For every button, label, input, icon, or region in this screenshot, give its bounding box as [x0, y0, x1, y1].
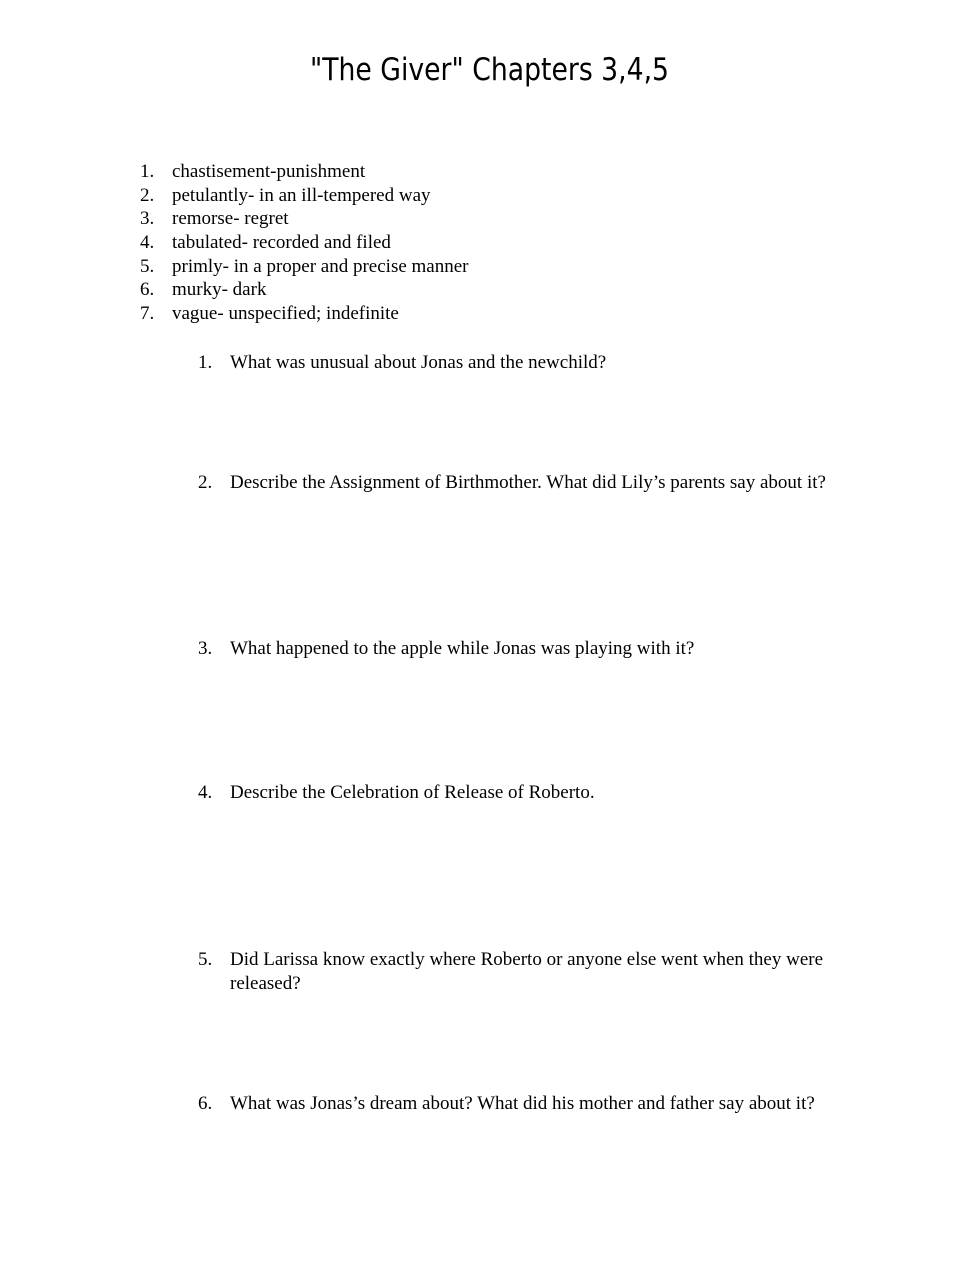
question-text: Did Larissa know exactly where Roberto or anyone else went when they were released? — [230, 949, 824, 994]
question-number: 2. — [198, 472, 213, 493]
vocab-number: 3. — [140, 208, 155, 230]
vocab-text: petulantly- in an ill-tempered way — [172, 184, 431, 206]
question-number: 4. — [198, 782, 213, 803]
vocab-number: 1. — [140, 161, 155, 182]
vocab-text: remorse- regret — [172, 208, 289, 230]
question-text: What happened to the apple while Jonas was playing with it? — [230, 638, 695, 659]
question-number: 5. — [198, 949, 213, 970]
question-5 — [198, 948, 878, 996]
question-3 — [198, 637, 878, 661]
vocab-number: 4. — [140, 232, 155, 254]
question-number: 6. — [198, 1093, 213, 1114]
question-text: Describe the Celebration of Release of Roberto. — [230, 782, 595, 803]
question-number: 1. — [198, 352, 213, 373]
vocab-text: murky- dark — [172, 279, 267, 301]
question-2 — [198, 471, 878, 495]
vocab-number: 7. — [140, 303, 155, 325]
question-number: 3. — [198, 638, 213, 659]
question-text: What was unusual about Jonas and the newchild? — [230, 352, 607, 373]
question-text: Describe the Assignment of Birthmother. What did Lily’s parents say about it? — [230, 472, 826, 493]
vocab-text: vague- unspecified; indefinite — [172, 303, 399, 325]
question-4 — [198, 781, 878, 805]
question-text: What was Jonas’s dream about? What did his mother and father say about it? — [230, 1093, 815, 1114]
question-6 — [198, 1092, 878, 1116]
vocab-number: 2. — [140, 184, 155, 206]
vocab-text: primly- in a proper and precise manner — [172, 255, 469, 277]
vocab-number: 5. — [140, 255, 155, 277]
vocab-text: chastisement-punishment — [172, 161, 366, 182]
page-title: "The Giver" Chapters 3,4,5 — [309, 52, 670, 88]
vocab-number: 6. — [140, 279, 155, 301]
question-1 — [198, 351, 878, 375]
vocab-text: tabulated- recorded and filed — [172, 232, 391, 254]
